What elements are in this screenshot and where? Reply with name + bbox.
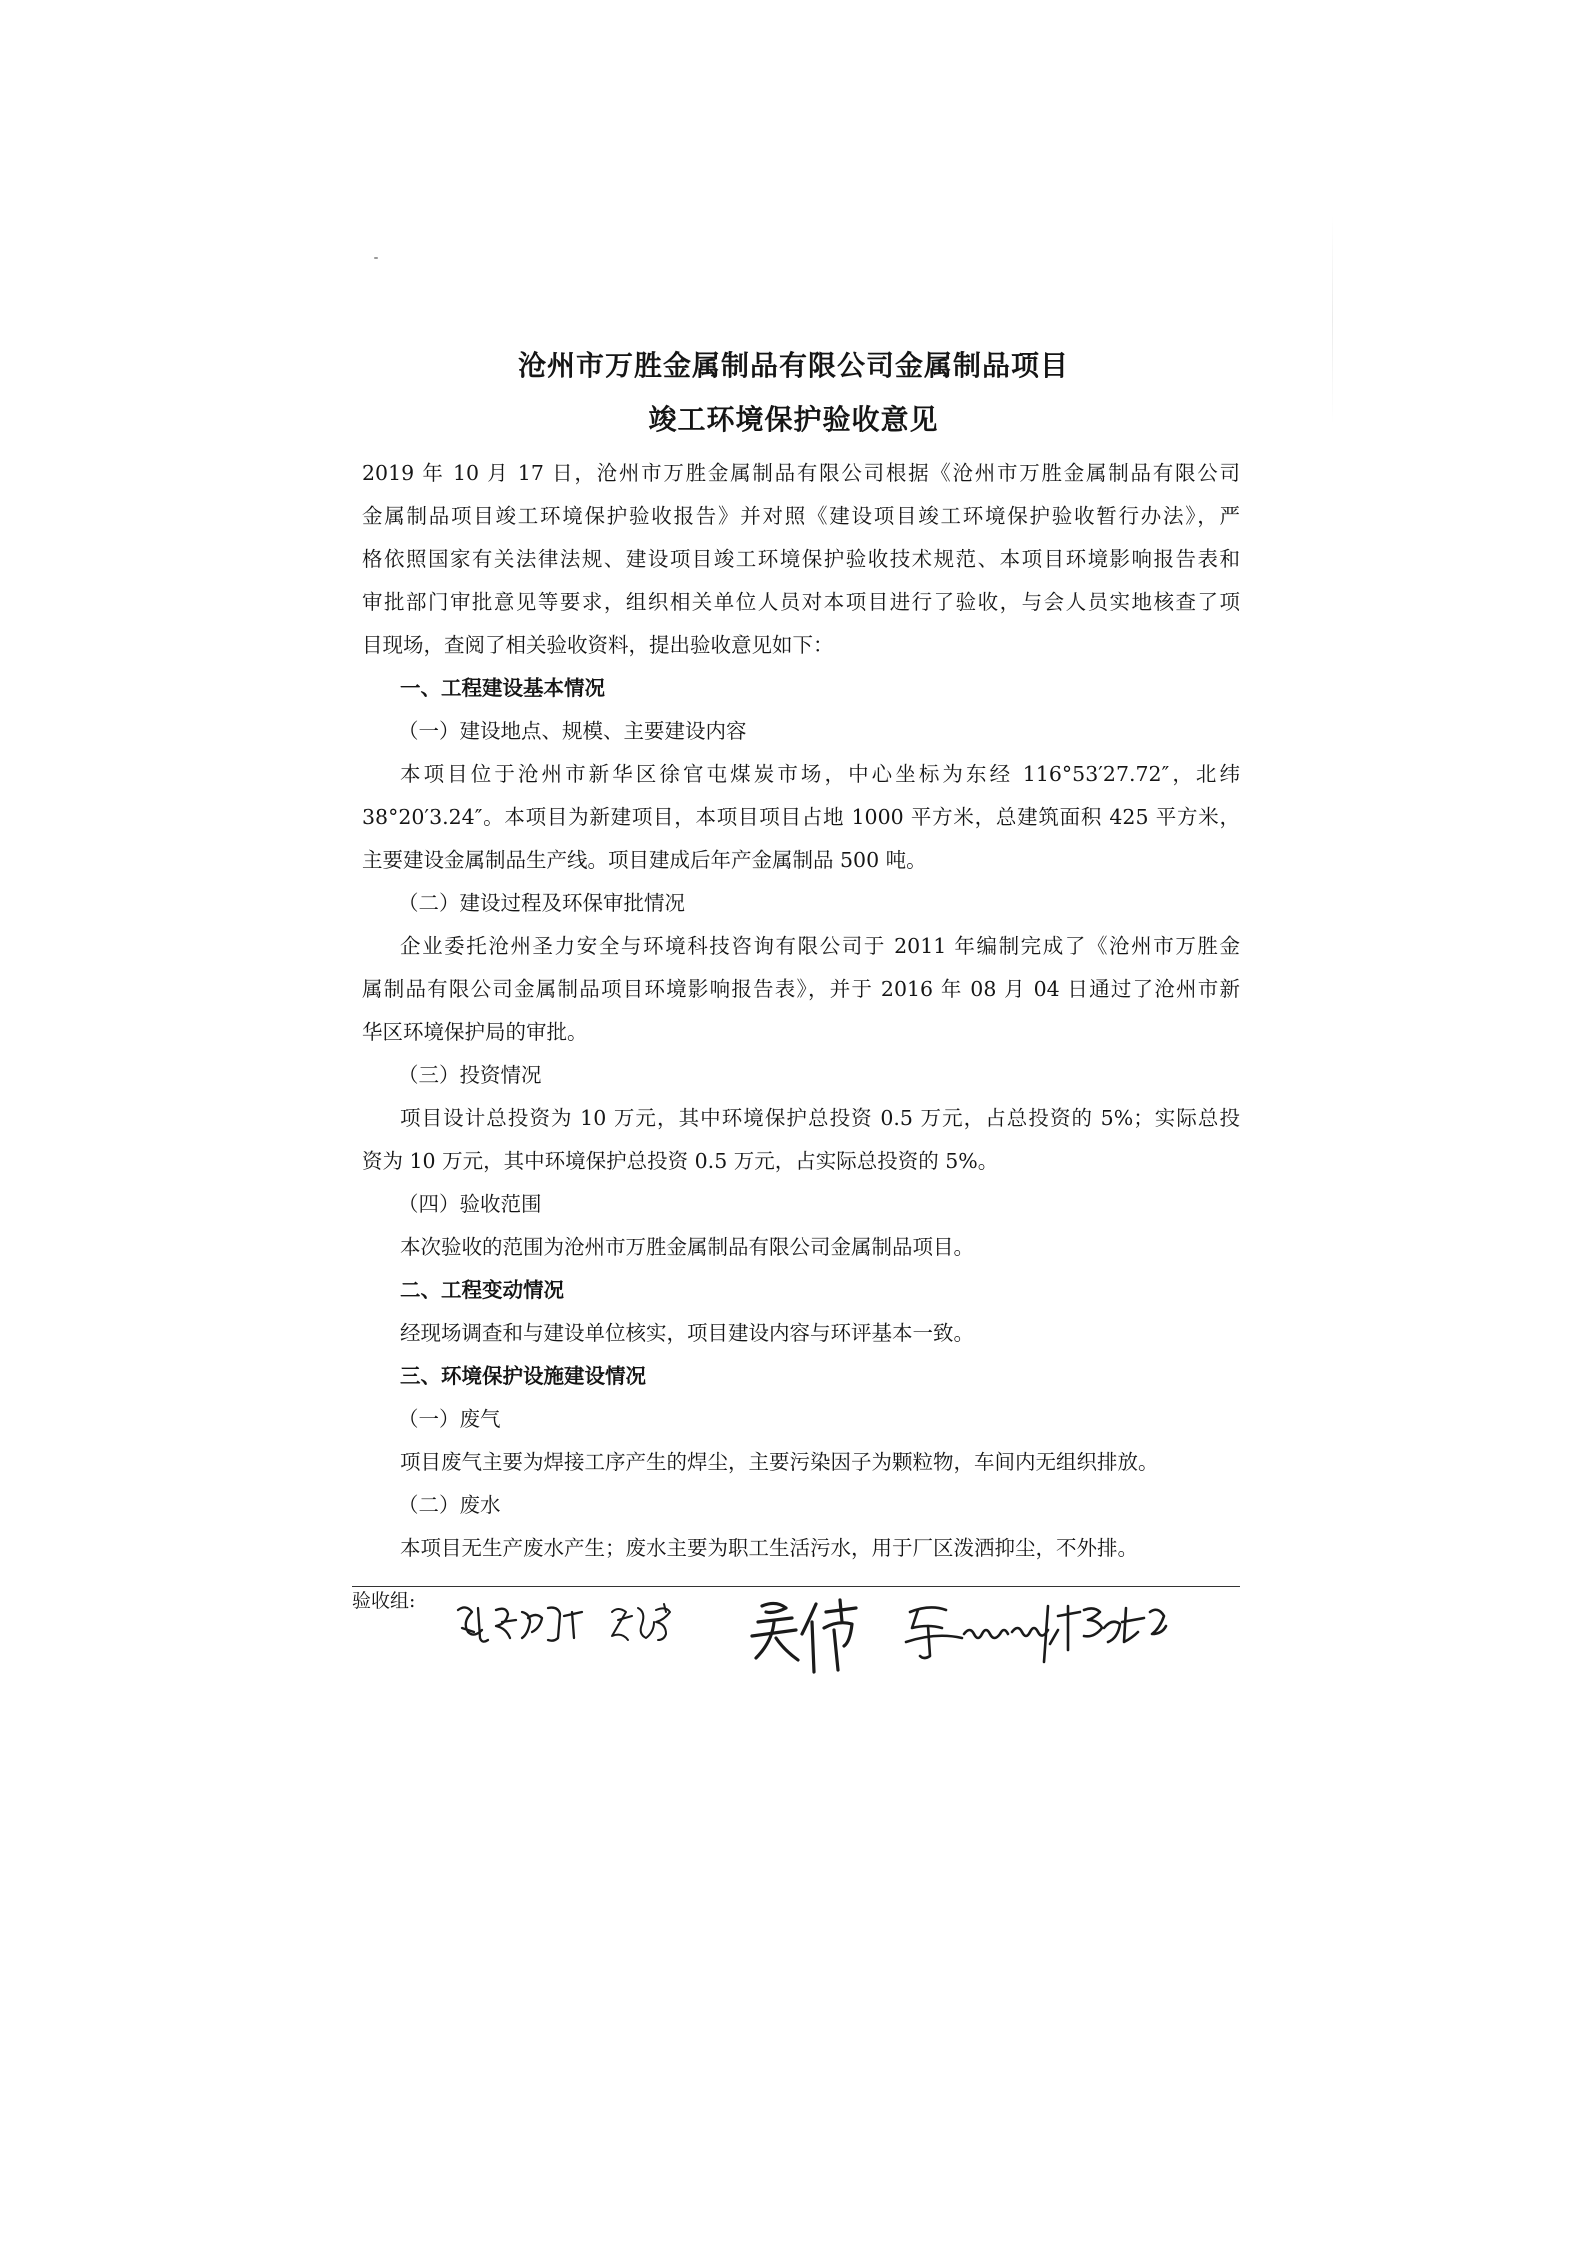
paragraph-line: 本项目位于沧州市新华区徐官屯煤炭市场，中心坐标为东经 116°53′27.72″，北纬 <box>400 762 1240 786</box>
paragraph-line: 项目设计总投资为 10 万元，其中环境保护总投资 0.5 万元，占总投资的 5%；实际总投 <box>400 1106 1240 1130</box>
subsection-heading: （三）投资情况 <box>398 1063 542 1087</box>
section-heading-3: 三、环境保护设施建设情况 <box>400 1364 646 1388</box>
intro-line: 2019 年 10 月 17 日，沧州市万胜金属制品有限公司根据《沧州市万胜金属制品有限公司 <box>362 461 1240 485</box>
intro-line: 审批部门审批意见等要求，组织相关单位人员对本项目进行了验收，与会人员实地核查了项 <box>362 590 1240 614</box>
subsection-heading: （一）废气 <box>398 1407 501 1431</box>
paragraph-line: 项目废气主要为焊接工序产生的焊尘，主要污染因子为颗粒物，车间内无组织排放。 <box>400 1450 1159 1474</box>
section-heading-2: 二、工程变动情况 <box>400 1278 564 1302</box>
subsection-heading: （二）废水 <box>398 1493 501 1517</box>
subsection-heading: （一）建设地点、规模、主要建设内容 <box>398 719 747 743</box>
signature-label: 验收组: <box>352 1590 416 1612</box>
intro-line: 目现场，查阅了相关验收资料，提出验收意见如下： <box>362 633 834 657</box>
intro-line: 金属制品项目竣工环境保护验收报告》并对照《建设项目竣工环境保护验收暂行办法》，严 <box>362 504 1240 528</box>
scan-edge <box>1332 215 1333 425</box>
subsection-heading: （四）验收范围 <box>398 1192 542 1216</box>
paragraph-line: 38°20′3.24″。本项目为新建项目，本项目项目占地 1000 平方米，总建筑面积 425 平方米， <box>362 805 1240 829</box>
handwritten-signatures <box>440 1582 1180 1692</box>
paragraph-line: 本项目无生产废水产生；废水主要为职工生活污水，用于厂区泼洒抑尘，不外排。 <box>400 1536 1138 1560</box>
intro-line: 格依照国家有关法律法规、建设项目竣工环境保护验收技术规范、本项目环境影响报告表和 <box>362 547 1240 571</box>
signature-5 <box>1050 1606 1166 1650</box>
paragraph-line: 本次验收的范围为沧州市万胜金属制品有限公司金属制品项目。 <box>400 1235 974 1259</box>
paragraph-line: 企业委托沧州圣力安全与环境科技咨询有限公司于 2011 年编制完成了《沧州市万胜金 <box>400 934 1240 958</box>
subsection-heading: （二）建设过程及环保审批情况 <box>398 891 685 915</box>
scan-speck <box>374 257 378 259</box>
section-heading-1: 一、工程建设基本情况 <box>400 676 605 700</box>
signature-1 <box>458 1607 582 1641</box>
signature-3 <box>752 1600 856 1672</box>
paragraph-line: 经现场调查和与建设单位核实，项目建设内容与环评基本一致。 <box>400 1321 974 1345</box>
signature-4 <box>906 1606 1048 1662</box>
title-line-2: 竣工环境保护验收意见 <box>648 403 939 436</box>
title-line-1: 沧州市万胜金属制品有限公司金属制品项目 <box>517 349 1069 382</box>
signature-2 <box>612 1604 670 1640</box>
paragraph-line: 资为 10 万元，其中环境保护总投资 0.5 万元，占实际总投资的 5%。 <box>362 1149 999 1173</box>
paragraph-line: 华区环境保护局的审批。 <box>362 1020 588 1044</box>
paragraph-line: 属制品有限公司金属制品项目环境影响报告表》，并于 2016 年 08 月 04 日通过了沧州市新 <box>362 977 1240 1001</box>
paragraph-line: 主要建设金属制品生产线。项目建成后年产金属制品 500 吨。 <box>362 848 927 872</box>
